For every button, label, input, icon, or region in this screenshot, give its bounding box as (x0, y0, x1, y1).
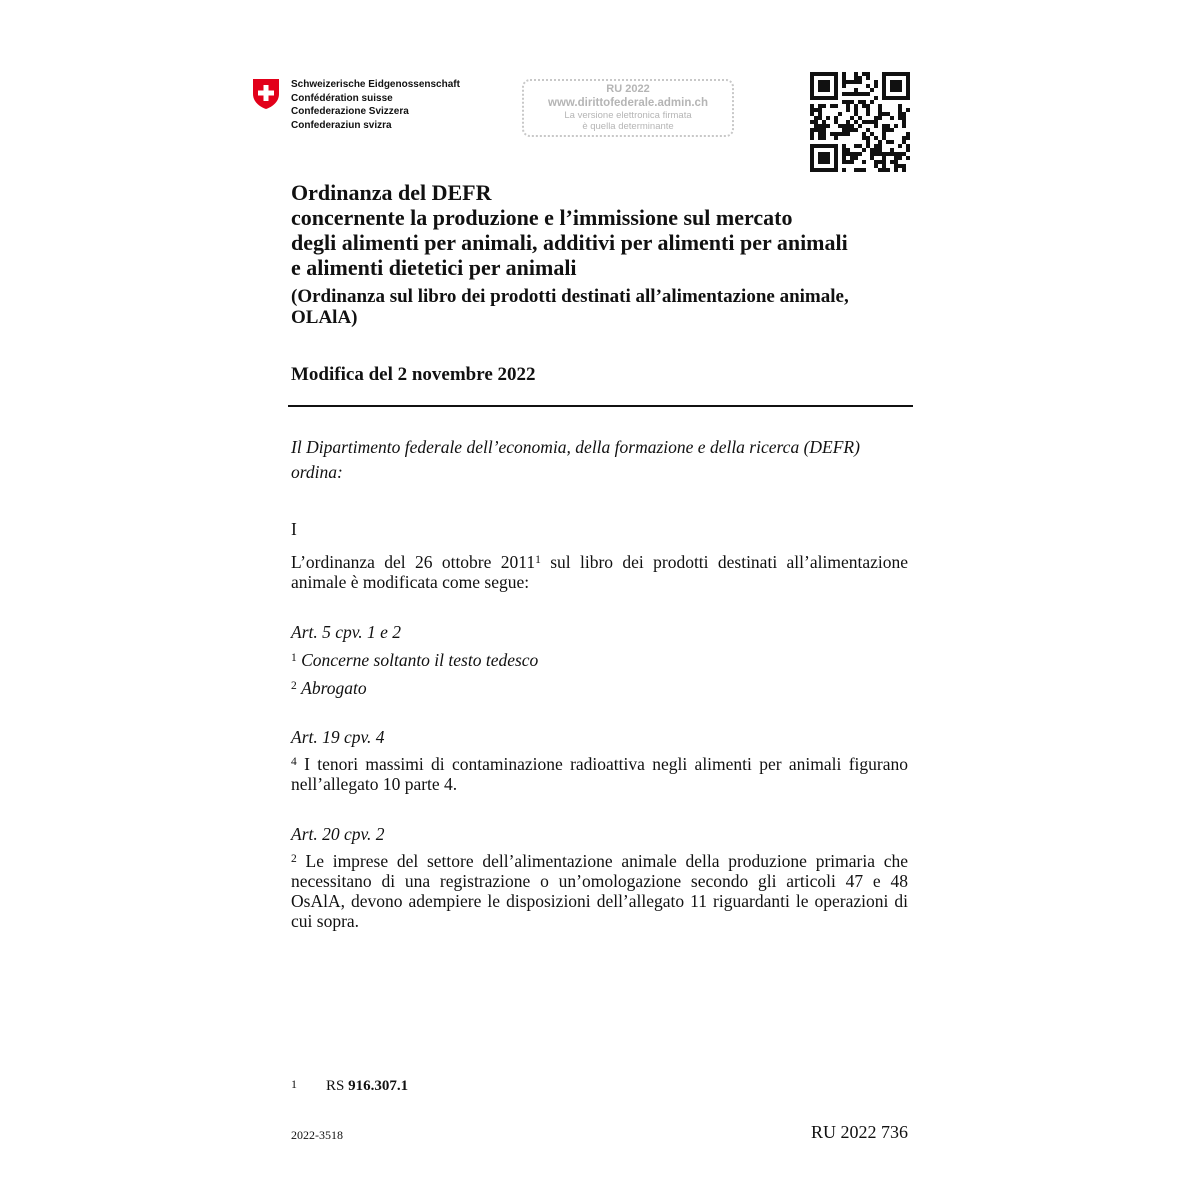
lead-paragraph (291, 552, 908, 592)
paragraph-text: Concerne soltanto il testo tedesco (301, 650, 539, 670)
article-19-text-1: I tenori massimi di contaminazione radioattiva negli alimenti per animali figurano (304, 754, 908, 774)
title-rule (288, 405, 913, 407)
modification-date: Modifica del 2 novembre 2022 (291, 364, 536, 385)
article-19-paragraph (291, 754, 908, 794)
article-20-text-1: Le imprese del settore dell’alimentazione animale della produzione primaria che (305, 851, 908, 871)
confederation-de: Schweizerische Eidgenossenschaft (291, 79, 460, 90)
article-20-paragraph (291, 851, 908, 931)
footnote-reference (326, 1078, 408, 1095)
stamp-line-4: è quella determinante (582, 121, 674, 132)
qr-code-icon (810, 72, 910, 172)
article-20-line-1 (291, 851, 908, 871)
title-line-1: Ordinanza del DEFR (291, 180, 492, 205)
footnote-rs-number: 916.307.1 (348, 1078, 409, 1094)
short-title-line-2: OLAlA) (291, 307, 358, 328)
lead-line-2: animale è modificata come segue: (291, 572, 530, 592)
preamble (291, 435, 911, 485)
stamp-line-1: RU 2022 (606, 83, 650, 95)
preamble-line-2: ordina: (291, 462, 343, 482)
lead-part-2: sul libro dei prodotti destinati all’alimentazione (540, 552, 908, 572)
confederation-it: Confederazione Svizzera (291, 106, 409, 117)
page-reference: RU 2022 736 (810, 1122, 908, 1142)
lead-part-1: L’ordinanza del 26 ottobre 2011 (291, 552, 536, 572)
article-19-line-2: nell’allegato 10 parte 4. (291, 774, 458, 794)
article-20-line-4: cui sopra. (291, 911, 360, 931)
article-5-paragraph-2 (291, 677, 367, 699)
article-5-paragraph-1 (291, 649, 538, 671)
document-code: 2022-3518 (291, 1128, 343, 1142)
paragraph-number: 2 (291, 680, 297, 692)
swiss-flag-icon (252, 78, 280, 110)
article-20-line-2: necessitano di una registrazione o un’omologazione secondo gli articoli 47 e 48 (291, 871, 908, 891)
article-20-heading: Art. 20 cpv. 2 (291, 824, 385, 844)
paragraph-text: Abrogato (301, 678, 367, 698)
document-title (291, 180, 931, 280)
stamp-line-2: www.dirittofederale.admin.ch (548, 97, 708, 109)
paragraph-number: 1 (291, 652, 297, 664)
stamp-line-3: La versione elettronica firmata (564, 110, 692, 121)
footnote-mark: 1 (535, 554, 541, 566)
confederation-fr: Confédération suisse (291, 92, 393, 104)
title-line-4: e alimenti dietetici per animali (291, 255, 577, 280)
article-20-line-3: OsAlA, devono adempiere le disposizioni dell’allegato 11 riguardanti le operazioni di (291, 891, 908, 911)
footnote-prefix: RS (326, 1078, 345, 1094)
confederation-names (291, 78, 460, 132)
footnote-number: 1 (291, 1077, 297, 1091)
preamble-line-1: Il Dipartimento federale dell’economia, della formazione e della ricerca (DEFR) (291, 437, 860, 457)
title-line-2: concernente la produzione e l’immissione sul mercato (291, 205, 793, 230)
short-title (291, 286, 931, 328)
article-19-line-1 (291, 754, 908, 774)
short-title-line-1: (Ordinanza sul libro dei prodotti destinati all’alimentazione animale, (291, 286, 849, 307)
article-5-heading: Art. 5 cpv. 1 e 2 (291, 622, 401, 642)
article-19-heading: Art. 19 cpv. 4 (291, 727, 385, 747)
lead-line-1 (291, 552, 908, 572)
confederation-rm: Confederaziun svizra (291, 119, 392, 131)
title-line-3: degli alimenti per animali, additivi per alimenti per animali (291, 230, 848, 255)
paragraph-number: 4 (291, 756, 297, 768)
electronic-version-stamp (522, 79, 734, 137)
paragraph-number: 2 (291, 853, 297, 865)
section-number: I (291, 519, 297, 539)
